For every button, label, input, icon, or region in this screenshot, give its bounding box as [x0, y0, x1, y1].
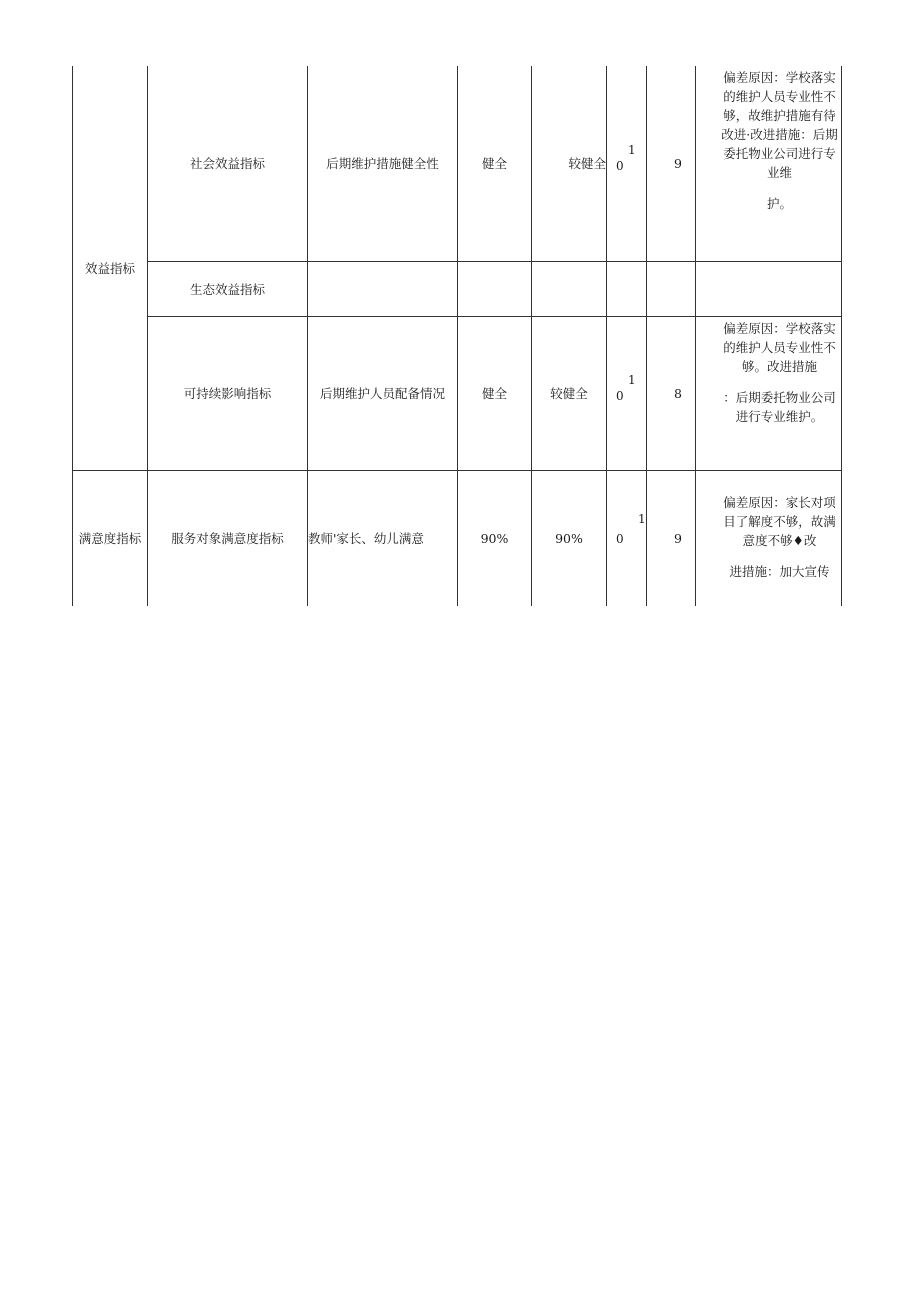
weight-value: 1 0 [616, 512, 646, 547]
category-cell-benefit [73, 66, 148, 470]
table-row [73, 316, 842, 470]
note-cell [696, 261, 842, 316]
indicator-cell: 可持续影响指标 [148, 316, 308, 470]
actual-cell: 90% [532, 470, 607, 606]
weight-cell [607, 261, 647, 316]
weight-cell [607, 316, 647, 470]
weight-value: 1 0 [616, 143, 636, 174]
note-cell: 偏差原因：学校落实的维护人员专业性不够，故维护措施有待改进·改进措施：后期委托物业公司进行专业维 护。 [696, 66, 842, 261]
target-cell [458, 261, 532, 316]
category-label: 满意度指标 [78, 531, 142, 547]
table-row [73, 66, 842, 261]
actual-cell: 较健全 [532, 316, 607, 470]
table-row [73, 470, 842, 606]
item-cell: 后期维护措施健全性 [308, 66, 458, 261]
target-cell: 健全 [458, 66, 532, 261]
weight-cell [607, 470, 647, 606]
actual-cell: 较健全 [532, 66, 607, 261]
score-cell: 8 [647, 316, 696, 470]
item-cell [308, 261, 458, 316]
indicator-cell: 生态效益指标 [148, 261, 308, 316]
score-cell: 9 [647, 66, 696, 261]
category-cell-satisfaction [73, 470, 148, 606]
target-cell: 90% [458, 470, 532, 606]
item-cell: 教师'家长、幼儿满意 [308, 470, 458, 606]
note-cell: 偏差原因：家长对项目了解度不够，故满意度不够♦改 进措施：加大宣传 [696, 470, 842, 606]
indicator-cell: 社会效益指标 [148, 66, 308, 261]
category-label: 效益指标 [84, 260, 135, 276]
table-row [73, 261, 842, 316]
weight-value: 1 0 [616, 373, 636, 403]
item-cell: 后期维护人员配备情况 [308, 316, 458, 470]
actual-cell [532, 261, 607, 316]
indicator-cell: 服务对象满意度指标 [148, 470, 308, 606]
score-cell: 9 [647, 470, 696, 606]
performance-table [72, 66, 842, 606]
target-cell: 健全 [458, 316, 532, 470]
note-cell: 偏差原因：学校落实的维护人员专业性不够。改进措施 ：后期委托物业公司进行专业维护。 [696, 316, 842, 470]
score-cell [647, 261, 696, 316]
weight-cell [607, 66, 647, 261]
